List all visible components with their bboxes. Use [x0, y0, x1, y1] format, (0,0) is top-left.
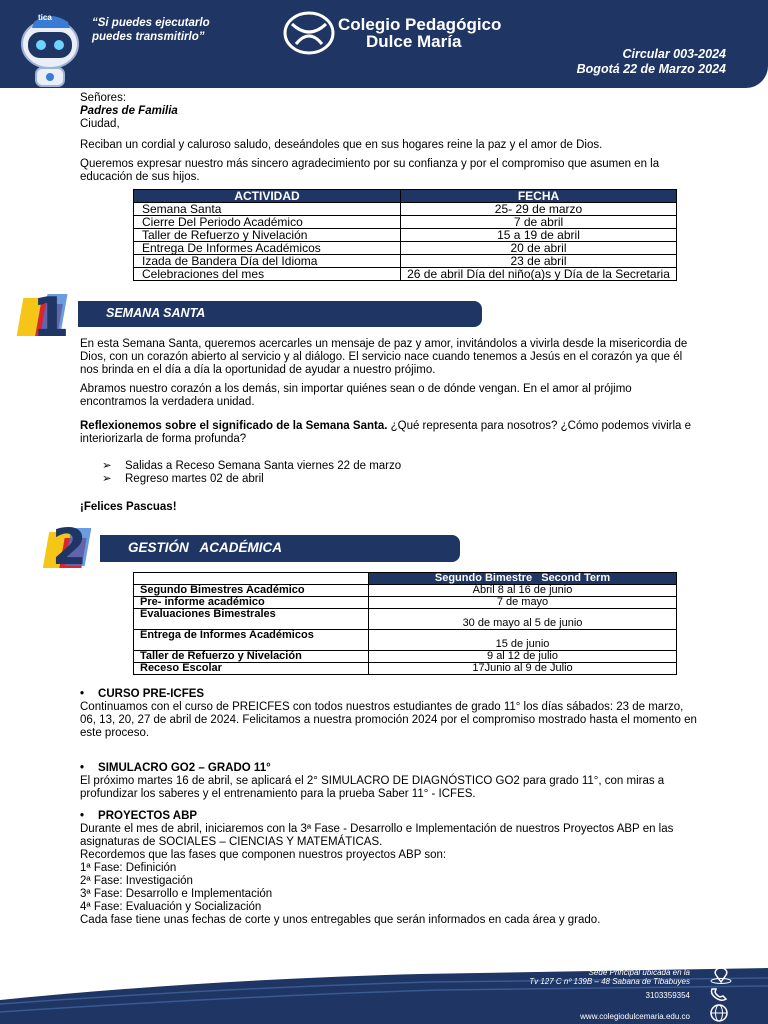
- preicfes-title: CURSO PRE-ICFES: [98, 688, 205, 700]
- date-cell: 7 de mayo: [369, 597, 677, 609]
- intro-paragraph-2: Queremos expresar nuestro más sincero agradecimiento por su confianza y por el compromiso que asumen en la educación de sus hijos.: [80, 158, 660, 183]
- recess-list: [80, 460, 700, 486]
- section-1-title: SEMANA SANTA: [106, 306, 206, 320]
- item-cell: Pre- informe académico: [134, 597, 369, 609]
- slogan-line-1: “Si puedes ejecutarlo: [92, 17, 210, 29]
- simulacro-heading: [80, 762, 700, 775]
- footer: [0, 960, 768, 1024]
- section-2-number-badge: [40, 518, 104, 576]
- section-2-number: 2: [52, 518, 87, 576]
- table-row: [134, 585, 677, 597]
- preicfes-heading: [80, 688, 700, 701]
- footer-phone: 3103359354: [645, 991, 690, 1000]
- item-cell: Taller de Refuerzo y Nivelación: [134, 651, 369, 663]
- section-1-body: [80, 338, 700, 514]
- table-row: [134, 651, 677, 663]
- address-line-1: Sede Principal ubicada en la: [588, 968, 690, 977]
- date-cell: 7 de abril: [401, 216, 677, 229]
- table-row: [134, 609, 677, 630]
- arrow-bullet-icon: ➢: [102, 460, 112, 472]
- abp-title: PROYECTOS ABP: [98, 810, 198, 822]
- column-header-activity: ACTIVIDAD: [134, 190, 401, 203]
- table-row: [134, 216, 677, 229]
- table-row: [134, 630, 677, 651]
- simulacro-title: SIMULACRO GO2 – GRADO 11°: [98, 762, 271, 774]
- table-row: [134, 203, 677, 216]
- city: Ciudad,: [80, 118, 120, 130]
- abp-closing: Cada fase tiene unas fechas de corte y unos entregables que serán informados en cada área y grado.: [80, 914, 601, 926]
- slogan: [92, 16, 210, 44]
- phase-item: 4ª Fase: Evaluación y Socialización: [80, 901, 262, 913]
- activity-cell: Izada de Bandera Día del Idioma: [134, 255, 401, 268]
- section-1-number-badge: [14, 286, 78, 349]
- location-pin-icon: [708, 966, 734, 984]
- table-row: [134, 229, 677, 242]
- date-cell: 17Junio al 9 de Julio: [369, 663, 677, 675]
- mascot-cap-label: tica: [38, 13, 52, 22]
- activity-cell: Taller de Refuerzo y Nivelación: [134, 229, 401, 242]
- recipient: Padres de Familia: [80, 105, 178, 117]
- salutation: Señores:: [80, 92, 127, 104]
- school-logo-icon: [282, 10, 336, 56]
- phase-item: 1ª Fase: Definición: [80, 862, 177, 874]
- activities-table: [133, 189, 677, 281]
- table-row: [134, 597, 677, 609]
- bullet-dot-icon: •: [80, 688, 85, 700]
- closing-greeting: ¡Felices Pascuas!: [80, 501, 177, 513]
- school-name: [338, 16, 501, 50]
- bullet-dot-icon: •: [80, 810, 85, 822]
- section-1-number: 1: [32, 286, 70, 349]
- column-header-term: Segundo Bimestre Second Term: [369, 573, 677, 585]
- table-row: [134, 268, 677, 281]
- letterhead: [0, 0, 768, 90]
- table-row: [134, 242, 677, 255]
- reflection-questions: ¿Qué representa para nosotros? ¿Cómo podemos vivirla e interiorizarla de forma profunda?: [80, 420, 692, 445]
- arrow-bullet-icon: ➢: [102, 473, 112, 485]
- date-cell: 26 de abril Día del niño(a)s y Día de la Secretaria: [401, 268, 677, 281]
- section-1-heading: [78, 301, 482, 327]
- item-cell: Receso Escolar: [134, 663, 369, 675]
- abp-text: Durante el mes de abril, iniciaremos con la 3ª Fase - Desarrollo e Implementación de nuestros Proyectos ABP en las asignaturas de SOCIALES – CIENCIAS Y MATEMÁTICAS.: [80, 823, 674, 848]
- item-cell: Evaluaciones Bimestrales: [134, 609, 369, 630]
- date-cell: 23 de abril: [401, 255, 677, 268]
- list-item: [80, 460, 700, 473]
- slogan-line-2: puedes transmitirlo”: [92, 31, 205, 43]
- table-header-row: [134, 573, 677, 585]
- abp-phases-intro: Recordemos que las fases que componen nuestros proyectos ABP son:: [80, 849, 447, 861]
- item-cell: Segundo Bimestres Académico: [134, 585, 369, 597]
- section-2-heading: [100, 535, 460, 562]
- address-line-2: Tv 127 C nº 139B – 48 Sabana de Tibabuyes: [529, 977, 690, 986]
- activity-cell: Entrega De Informes Académicos: [134, 242, 401, 255]
- date-cell: 20 de abril: [401, 242, 677, 255]
- school-name-line-2: Dulce María: [366, 32, 462, 51]
- activity-cell: Cierre Del Periodo Académico: [134, 216, 401, 229]
- activity-cell: Semana Santa: [134, 203, 401, 216]
- reflection-lead: Reflexionemos sobre el significado de la Semana Santa.: [80, 420, 388, 432]
- date-cell: 15 de junio: [369, 630, 677, 651]
- section-2-body: [80, 688, 700, 927]
- circular-number: Circular 003-2024: [622, 47, 726, 61]
- item-cell: Entrega de Informes Académicos: [134, 630, 369, 651]
- date-cell: Abril 8 al 16 de junio: [369, 585, 677, 597]
- robot-mascot-icon: [14, 10, 86, 90]
- intro-paragraph-1: Reciban un cordial y caluroso saludo, deseándoles que en sus hogares reine la paz y el amor de Dios.: [80, 139, 603, 151]
- abp-heading: [80, 810, 700, 823]
- phone-icon: [708, 986, 730, 1002]
- table-row: [134, 663, 677, 675]
- date-cell: 15 a 19 de abril: [401, 229, 677, 242]
- circular-info: [577, 47, 726, 77]
- date-cell: 9 al 12 de julio: [369, 651, 677, 663]
- date-cell: 30 de mayo al 5 de junio: [369, 609, 677, 630]
- table-header-row: [134, 190, 677, 203]
- empty-header-cell: [134, 573, 369, 585]
- section-1-paragraph-1: En esta Semana Santa, queremos acercarles un mensaje de paz y amor, invitándolos a vivirla desde la misericordia de Dios, con un corazón abierto al servicio y al diálogo. El servicio nace cuando tenemos a Jesús en el corazón ya que él nos brinda en el día a día la oportunidad de ayudar a nuestro prójimo.: [80, 338, 688, 376]
- bullet-dot-icon: •: [80, 762, 85, 774]
- section-1-paragraph-2: Abramos nuestro corazón a los demás, sin importar quiénes sean o de dónde vengan. En el amor al prójimo encontramos la verdadera unidad.: [80, 383, 632, 408]
- globe-icon: [708, 1004, 730, 1022]
- section-2-title: GESTIÓN ACADÉMICA: [128, 540, 283, 555]
- column-header-date: FECHA: [401, 190, 677, 203]
- table-row: [134, 255, 677, 268]
- footer-website[interactable]: www.colegiodulcemaria.edu.co: [580, 1012, 690, 1021]
- date-cell: 25- 29 de marzo: [401, 203, 677, 216]
- footer-address: [420, 968, 690, 986]
- school-name-line-1: Colegio Pedagógico: [338, 15, 502, 34]
- list-item-text: Salidas a Receso Semana Santa viernes 22 de marzo: [125, 460, 402, 472]
- circular-date: Bogotá 22 de Marzo 2024: [576, 62, 726, 76]
- activity-cell: Celebraciones del mes: [134, 268, 401, 281]
- list-item: [80, 473, 700, 486]
- simulacro-text: El próximo martes 16 de abril, se aplicará el 2° SIMULACRO DE DIAGNÓSTICO GO2 para grado 11°, con miras a profundizar los saberes y el entrenamiento para la prueba Saber 11° - ICFES.: [80, 775, 665, 800]
- list-item-text: Regreso martes 02 de abril: [125, 473, 264, 485]
- phase-item: 2ª Fase: Investigación: [80, 875, 193, 887]
- term-schedule-table: [133, 572, 677, 675]
- reflection-paragraph: [80, 420, 700, 446]
- preicfes-text: Continuamos con el curso de PREICFES con todos nuestros estudiantes de grado 11° los días sábados: 23 de marzo, 06, 13, 20, 27 de abril de 2024. Felicitamos a nuestra promoción 2024 por el compromiso mostrado hasta el momento en este proceso.: [80, 701, 697, 739]
- letter-intro: [80, 92, 700, 184]
- phase-item: 3ª Fase: Desarrollo e Implementación: [80, 888, 273, 900]
